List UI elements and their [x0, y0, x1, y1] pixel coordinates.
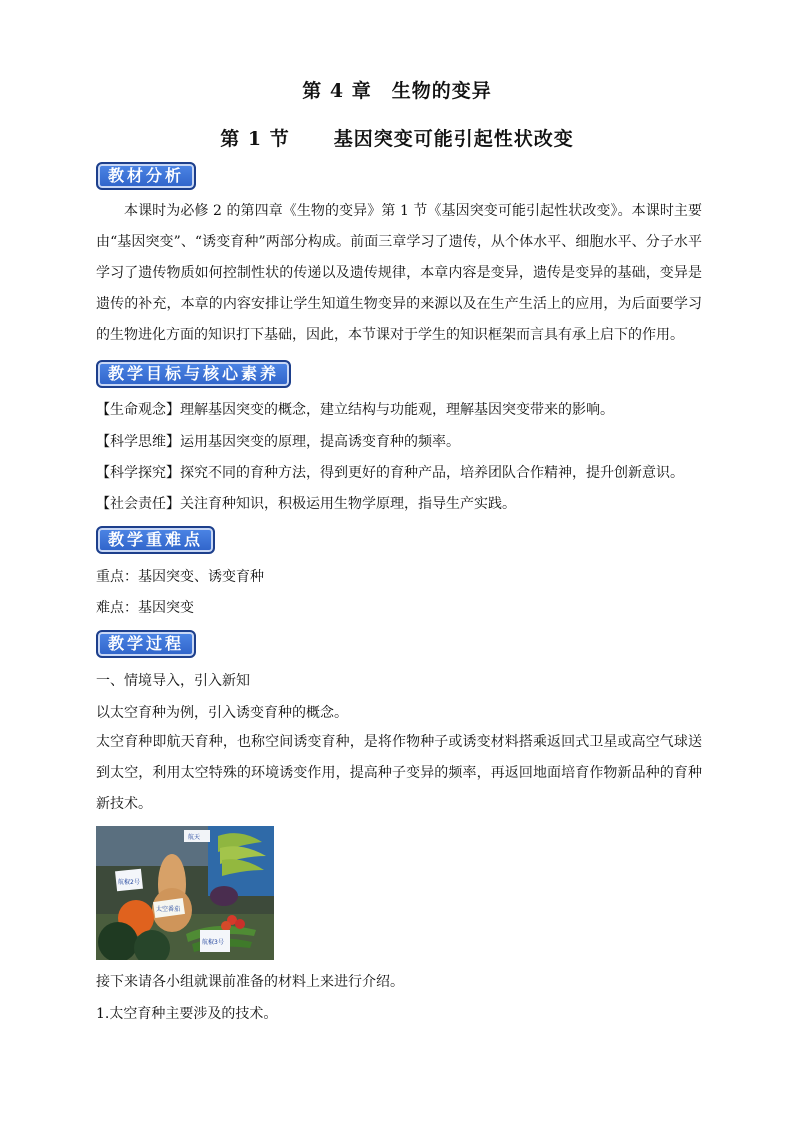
space-breeding-paragraph: 太空育种即航天育种，也称空间诱变育种，是将作物种子或诱变材料搭乘返回式卫星或高空气球送到太空，利用太空特殊的环境诱变作用，提高种子变异的频率，再返回地面培育作物新品种的育种新技术。: [96, 734, 702, 812]
section-name: 基因突变可能引起性状改变: [333, 128, 574, 150]
process-step-1: 一、情境导入，引入新知: [96, 673, 250, 689]
goal-scientific-thinking: 【科学思维】运用基因突变的原理，提高诱变育种的频率。: [96, 434, 460, 450]
section-title: [0, 124, 794, 151]
badge-process: 教学过程: [96, 630, 196, 658]
badge-analysis: 教材分析: [96, 162, 196, 190]
difficult-point: 难点：基因突变: [96, 600, 194, 616]
group-intro-text: 接下来请各小组就课前准备的材料上来进行介绍。: [96, 974, 404, 990]
photo-label-card-1: [115, 869, 143, 892]
badge-keypoints: 教学重难点: [96, 526, 215, 554]
photo-label-3: 太空番茄: [156, 906, 181, 913]
badge-goals: 教学目标与核心素养: [96, 360, 291, 388]
space-vegetables-photo: [96, 826, 274, 960]
photo-label-card-4: [184, 830, 210, 842]
key-point: 重点：基因突变、诱变育种: [96, 569, 264, 585]
photo-label-1: 航椒2号: [118, 879, 140, 886]
photo-label-2: 航椒3号: [202, 939, 224, 946]
goal-scientific-inquiry: 【科学探究】探究不同的育种方法，得到更好的育种产品，培养团队合作精神，提升创新意识。: [96, 465, 684, 481]
chapter-title: 第 4 章 生物的变异: [302, 80, 492, 102]
process-intro: 以太空育种为例，引入诱变育种的概念。: [96, 705, 348, 721]
item-1-text: 1.太空育种主要涉及的技术。: [96, 1006, 278, 1022]
section-number: 第 1 节: [220, 128, 290, 150]
goal-social-responsibility: 【社会责任】关注育种知识，积极运用生物学原理，指导生产实践。: [96, 496, 516, 512]
photo-label-4: 航天: [188, 834, 201, 841]
photo-label-card-2: [200, 930, 230, 952]
analysis-paragraph: 本课时为必修 2 的第四章《生物的变异》第 1 节《基因突变可能引起性状改变》。本课时主要由“基因突变”、“诱变育种”两部分构成。前面三章学习了遗传，从个体水平、细胞水平、分子水平学习了遗传物质如何控制性状的传递以及遗传规律，本章内容是变异，遗传是变异的基础，变异是遗传的补充，本章的内容安排让学生知道生物变异的来源以及在生产生活上的应用，为后面要学习的生物进化方面的知识打下基础，因此，本节课对于学生的知识框架而言具有承上启下的作用。: [96, 203, 702, 343]
goal-life-concept: 【生命观念】理解基因突变的概念，建立结构与功能观，理解基因突变带来的影响。: [96, 402, 614, 418]
